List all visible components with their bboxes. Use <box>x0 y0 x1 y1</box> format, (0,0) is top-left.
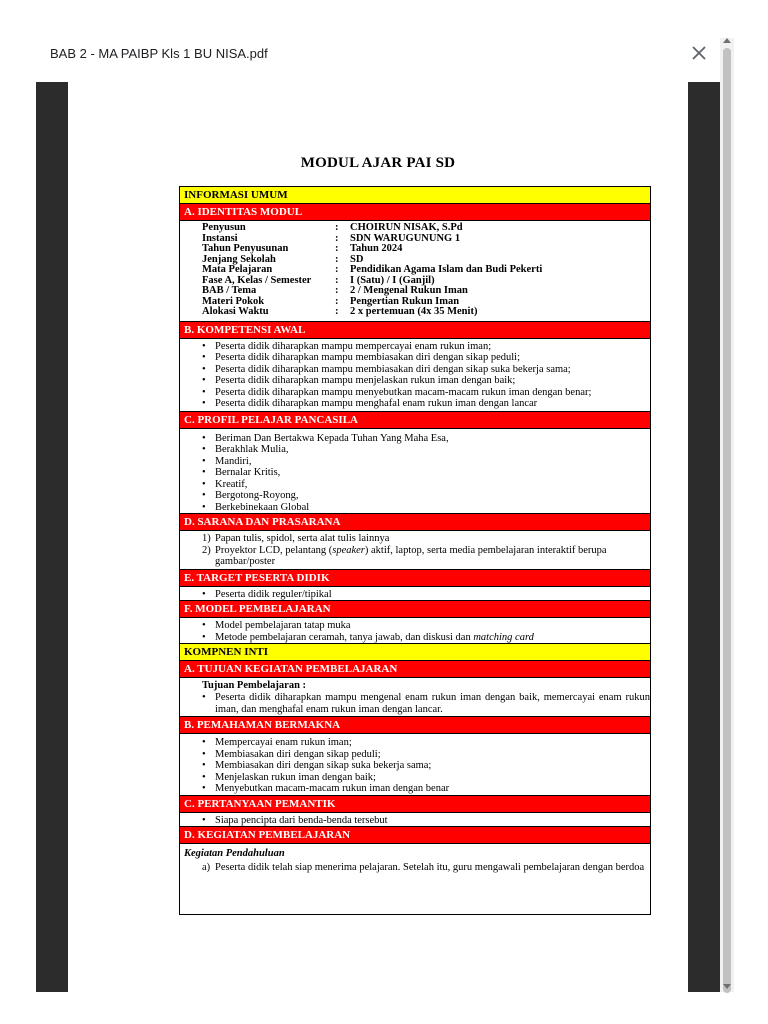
tujuan-item: • Peserta didik diharapkan mampu mengenal enam rukun iman dengan baik, memercayai enam rukun iman, dan menghafal enam rukun iman dengan lancar. <box>180 692 650 715</box>
sarana-number: 1) <box>202 533 211 544</box>
model-body <box>180 618 650 644</box>
identitas-row <box>180 307 650 318</box>
identitas-value: Tahun 2024 <box>350 243 403 254</box>
identitas-value: Pendidikan Agama Islam dan Budi Pekerti <box>350 264 543 275</box>
identitas-colon: : <box>335 232 339 244</box>
pemahaman-body <box>180 734 650 796</box>
pemahaman-item: • Membiasakan diri dengan sikap suka bekerja sama; <box>180 760 650 772</box>
profil-item: • Bernalar Kritis, <box>180 467 650 479</box>
kompetensi-item: • Peserta didik diharapkan mampu menghafal enam rukun iman dengan lancar <box>180 398 650 410</box>
identitas-label: Jenjang Sekolah <box>202 253 276 265</box>
kompetensi-item: • Peserta didik diharapkan mampu menyebutkan macam-macam rukun iman dengan benar; <box>180 387 650 399</box>
identitas-colon: : <box>335 274 339 286</box>
identitas-value: CHOIRUN NISAK, S.Pd <box>350 222 463 233</box>
section-target-peserta: E. TARGET PESERTA DIDIK <box>180 570 650 587</box>
identitas-body <box>180 221 650 322</box>
kompetensi-item: • Peserta didik diharapkan mampu mempercayai enam rukun iman; <box>180 341 650 353</box>
profil-item: • Bergotong-Royong, <box>180 490 650 502</box>
identitas-label: Materi Pokok <box>202 295 265 307</box>
profil-item: • Mandiri, <box>180 456 650 468</box>
viewer-header <box>0 0 720 38</box>
pertanyaan-body <box>180 813 650 828</box>
kegiatan-item <box>180 862 650 874</box>
identitas-row <box>180 244 650 255</box>
identitas-colon: : <box>335 253 339 265</box>
scroll-up-icon[interactable] <box>723 38 731 43</box>
identitas-label: Mata Pelajaran <box>202 264 273 275</box>
sarana-text: Papan tulis, spidol, serta alat tulis lainnya <box>215 533 390 544</box>
kompetensi-item: • Peserta didik diharapkan mampu membiasakan diri dengan sikap suka bekerja sama; <box>180 364 650 376</box>
section-kegiatan-pembelajaran: D. KEGIATAN PEMBELAJARAN <box>180 827 650 844</box>
identitas-colon: : <box>335 285 339 296</box>
scroll-down-icon[interactable] <box>723 984 731 989</box>
close-icon[interactable] <box>688 42 710 64</box>
identitas-value: I (Satu) / I (Ganjil) <box>350 274 435 286</box>
pemahaman-item: • Menyebutkan macam-macam rukun iman dengan benar <box>180 783 650 795</box>
identitas-label: Fase A, Kelas / Semester <box>202 274 312 286</box>
profil-item: • Kreatif, <box>180 479 650 491</box>
kegiatan-number: a) <box>202 862 211 873</box>
section-profil-pancasila: C. PROFIL PELAJAR PANCASILA <box>180 412 650 429</box>
sarana-item <box>180 533 650 545</box>
identitas-value: 2 / Mengenal Rukun Iman <box>350 285 468 296</box>
identitas-value: SD <box>350 253 364 265</box>
section-pertanyaan-pemantik: C. PERTANYAAN PEMANTIK <box>180 796 650 813</box>
tujuan-body <box>180 678 650 717</box>
section-sarana-prasarana: D. SARANA DAN PRASARANA <box>180 514 650 531</box>
pdf-page <box>68 82 688 992</box>
kegiatan-text: Peserta didik telah siap menerima pelajaran. Setelah itu, guru mengawali pembelajaran dengan berdoa <box>215 862 645 873</box>
pertanyaan-item: • Siapa pencipta dari benda-benda tersebut <box>180 815 650 827</box>
scroll-thumb[interactable] <box>723 48 731 993</box>
profil-item: • Berkebinekaan Global <box>180 502 650 514</box>
section-identitas-modul: A. IDENTITAS MODUL <box>180 204 650 221</box>
section-komponen-inti: KOMPNEN INTI <box>180 644 650 661</box>
model-text: Metode pembelajaran ceramah, tanya jawab, dan diskusi dan <box>215 631 474 643</box>
section-kompetensi-awal: B. KOMPETENSI AWAL <box>180 322 650 339</box>
identitas-label: Instansi <box>202 232 238 244</box>
identitas-label: BAB / Tema <box>202 285 257 296</box>
kompetensi-item: • Peserta didik diharapkan mampu menjelaskan rukun iman dengan baik; <box>180 375 650 387</box>
tujuan-subheading: Tujuan Pembelajaran : <box>202 680 307 691</box>
profil-item: • Beriman Dan Bertakwa Kepada Tuhan Yang Maha Esa, <box>180 433 650 445</box>
section-tujuan-pembelajaran: A. TUJUAN KEGIATAN PEMBELAJARAN <box>180 661 650 678</box>
pemahaman-item: • Mempercayai enam rukun iman; <box>180 737 650 749</box>
identitas-colon: : <box>335 306 339 317</box>
identitas-row <box>180 286 650 297</box>
kompetensi-item: • Peserta didik diharapkan mampu membiasakan diri dengan sikap peduli; <box>180 352 650 364</box>
sarana-italic: speaker <box>332 544 365 556</box>
identitas-label: Penyusun <box>202 222 246 233</box>
identitas-colon: : <box>335 222 339 233</box>
sarana-body <box>180 531 650 570</box>
sarana-item <box>180 545 650 568</box>
identitas-colon: : <box>335 295 339 307</box>
identitas-label: Alokasi Waktu <box>202 306 269 317</box>
identitas-value: Pengertian Rukun Iman <box>350 295 460 307</box>
model-item <box>180 632 650 644</box>
identitas-label: Tahun Penyusunan <box>202 243 289 254</box>
identitas-row <box>180 265 650 276</box>
target-item: • Peserta didik reguler/tipikal <box>180 589 650 601</box>
section-model-pembelajaran: F. MODEL PEMBELAJARAN <box>180 601 650 618</box>
pemahaman-item: • Menjelaskan rukun iman dengan baik; <box>180 772 650 784</box>
document-title: MODUL AJAR PAI SD <box>300 155 456 171</box>
kegiatan-subheading: Kegiatan Pendahuluan <box>184 848 285 859</box>
kegiatan-body <box>180 844 650 914</box>
profil-body <box>180 429 650 515</box>
file-name: BAB 2 - MA PAIBP Kls 1 BU NISA.pdf <box>50 46 268 61</box>
model-italic: matching card <box>473 631 534 643</box>
identitas-row <box>180 223 650 234</box>
identitas-value: 2 x pertemuan (4x 35 Menit) <box>350 306 478 317</box>
model-text: Model pembelajaran tatap muka <box>215 620 351 631</box>
pemahaman-item: • Membiasakan diri dengan sikap peduli; <box>180 749 650 761</box>
sarana-number: 2) <box>202 544 211 556</box>
identitas-value: SDN WARUGUNUNG 1 <box>350 232 461 244</box>
sarana-text-post: ) aktif, laptop, serta media pembelajaran interaktif berupa gambar/poster <box>215 544 607 567</box>
sarana-text: Proyektor LCD, pelantang ( <box>215 544 333 556</box>
identitas-colon: : <box>335 264 339 275</box>
profil-item: • Berakhlak Mulia, <box>180 444 650 456</box>
scrollbar[interactable] <box>720 38 734 992</box>
pdf-viewer[interactable] <box>36 82 720 992</box>
section-pemahaman-bermakna: B. PEMAHAMAN BERMAKNA <box>180 717 650 734</box>
section-informasi-umum: INFORMASI UMUM <box>180 187 650 204</box>
target-body <box>180 587 650 602</box>
model-item <box>180 620 650 632</box>
identitas-colon: : <box>335 243 339 254</box>
kompetensi-body <box>180 339 650 412</box>
module-table <box>179 186 651 915</box>
